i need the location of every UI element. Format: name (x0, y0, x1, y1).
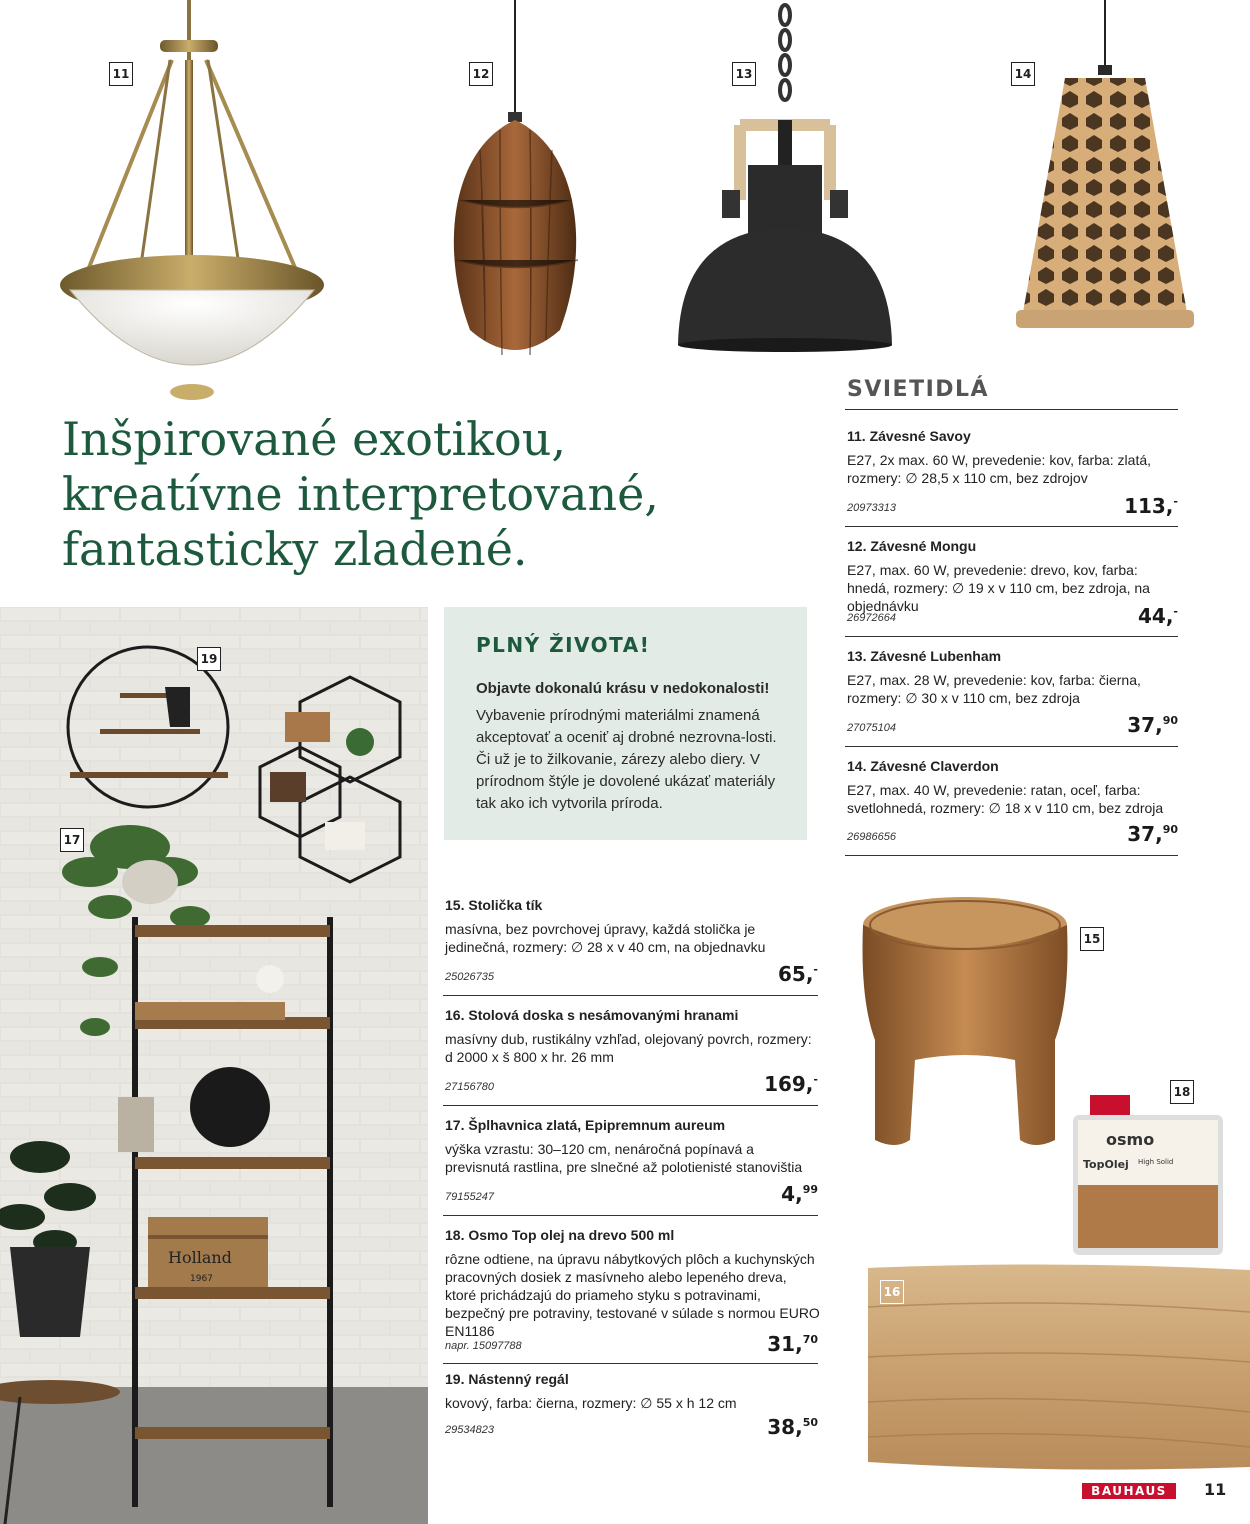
product-title: 13. Závesné Lubenham (847, 648, 1002, 664)
lamp-mongu-image (440, 0, 590, 370)
product-18 (445, 1226, 820, 1340)
osmo-sub: High Solid (1138, 1158, 1174, 1166)
badge-13: 13 (732, 62, 756, 86)
product-desc: masívny dub, rustikálny vzhľad, olejovaný povrch, rozmery: d 2000 x š 800 x hr. 26 mm (445, 1031, 812, 1065)
product-price: 37,90 (1127, 713, 1178, 737)
shelf-room-photo (0, 607, 428, 1524)
product-desc: kovový, farba: čierna, rozmery: ∅ 55 x h 12 cm (445, 1395, 737, 1411)
divider (845, 636, 1178, 637)
badge-17: 17 (60, 828, 84, 852)
product-desc: výška vzrastu: 30–120 cm, nenáročná popínavá a previsnutá rastlina, pre slnečné až polotienisté stanovištia (445, 1141, 803, 1175)
product-sku: 27156780 (445, 1081, 494, 1093)
product-17 (445, 1116, 820, 1176)
product-title: 18. Osmo Top olej na drevo 500 ml (445, 1227, 675, 1243)
lamp-claverdon-image (1010, 0, 1200, 340)
lamp-lubenham-image (660, 0, 910, 360)
product-price: 31,70 (767, 1332, 818, 1356)
product-desc: masívna, bez povrchovej úpravy, každá stolička je jedinečná, rozmery: ∅ 28 x v 40 cm, na objednavku (445, 921, 766, 955)
product-14 (847, 757, 1177, 817)
headline (62, 412, 762, 577)
bauhaus-logo: BAUHAUS (1082, 1483, 1176, 1499)
divider (443, 1105, 818, 1106)
oak-table-top-image (868, 1262, 1250, 1472)
product-title: 15. Stolička tík (445, 897, 543, 913)
feature-subtitle: Objavte dokonalú krásu v nedokonalosti! (476, 680, 770, 697)
product-sku: 26986656 (847, 831, 896, 843)
product-title: 16. Stolová doska s nesámovanými hranami (445, 1007, 739, 1023)
badge-18: 18 (1170, 1080, 1194, 1104)
product-price: 44,- (1137, 604, 1178, 628)
feature-box (444, 607, 807, 840)
product-price: 113,- (1124, 494, 1178, 518)
osmo-oil-can-image (1068, 1090, 1228, 1260)
product-desc: rôzne odtiene, na úpravu nábytkových plôch a kuchynských pracovných dosiek z masívneho alebo lepeného dreva, ktoré prichádzajú do priameho styku s potravinami, bezpečný pre potraviny, testované v súlade s normou EURO EN1186 (445, 1251, 820, 1339)
lamp-savoy-image (60, 0, 340, 410)
teak-stool-image (845, 880, 1085, 1180)
product-title: 19. Nástenný regál (445, 1371, 569, 1387)
product-19 (445, 1370, 820, 1412)
crate-year: 1967 (190, 1274, 213, 1284)
section-title: SVIETIDLÁ (847, 377, 990, 402)
crate-label: Holland (168, 1248, 232, 1267)
product-15 (445, 896, 820, 956)
product-price: 4,99 (781, 1182, 818, 1206)
section-divider (845, 409, 1178, 410)
product-sku: 29534823 (445, 1424, 494, 1436)
headline-line-1: Inšpirované exotikou, (62, 412, 567, 466)
badge-11: 11 (109, 62, 133, 86)
divider (845, 746, 1178, 747)
osmo-name: TopOlej (1083, 1158, 1129, 1171)
product-title: 14. Závesné Claverdon (847, 758, 999, 774)
product-desc: E27, max. 28 W, prevedenie: kov, farba: čierna, rozmery: ∅ 30 x v 110 cm, bez zdroja (847, 672, 1141, 706)
product-price: 65,- (777, 962, 818, 986)
product-price: 169,- (764, 1072, 818, 1096)
osmo-brand: osmo (1106, 1130, 1155, 1149)
feature-title: PLNÝ ŽIVOTA! (476, 633, 651, 657)
divider (443, 995, 818, 996)
product-13 (847, 647, 1177, 707)
page-number: 11 (1204, 1480, 1227, 1499)
badge-16: 16 (880, 1280, 904, 1304)
product-desc: E27, max. 40 W, prevedenie: ratan, oceľ, farba: svetlohnedá, rozmery: ∅ 18 x v 110 cm, bez zdroja (847, 782, 1164, 816)
badge-15: 15 (1080, 927, 1104, 951)
divider (443, 1363, 818, 1364)
product-sku: 26972664 (847, 612, 896, 624)
product-11 (847, 427, 1177, 487)
product-sku: 25026735 (445, 971, 494, 983)
product-16 (445, 1006, 820, 1066)
divider (443, 1215, 818, 1216)
product-price: 37,90 (1127, 822, 1178, 846)
product-price: 38,50 (767, 1415, 818, 1439)
product-title: 11. Závesné Savoy (847, 428, 971, 444)
headline-line-3: fantasticky zladené. (62, 522, 528, 576)
product-title: 17. Šplhavnica zlatá, Epipremnum aureum (445, 1117, 726, 1133)
product-sku: 79155247 (445, 1191, 494, 1203)
feature-body: Vybavenie prírodnými materiálmi znamená akceptovať a oceniť aj drobné nezrovna-losti. Či už je to žilkovanie, zárezy alebo diery. V prírodnom štýle je dovolené ukázať materiály tak ako ich vytvorila príroda. (476, 707, 777, 812)
divider (845, 526, 1178, 527)
headline-line-2: kreatívne interpretované, (62, 467, 659, 521)
divider (845, 855, 1178, 856)
product-desc: E27, max. 60 W, prevedenie: drevo, kov, farba: hnedá, rozmery: ∅ 19 x v 110 cm, bez zdroja, na objednávku (847, 562, 1150, 614)
badge-14: 14 (1011, 62, 1035, 86)
product-sku: 20973313 (847, 502, 896, 514)
product-title: 12. Závesné Mongu (847, 538, 977, 554)
badge-19: 19 (197, 647, 221, 671)
product-sku: 27075104 (847, 722, 896, 734)
product-sku: napr. 15097788 (445, 1340, 522, 1352)
product-desc: E27, 2x max. 60 W, prevedenie: kov, farba: zlatá, rozmery: ∅ 28,5 x 110 cm, bez zdrojov (847, 452, 1152, 486)
badge-12: 12 (469, 62, 493, 86)
